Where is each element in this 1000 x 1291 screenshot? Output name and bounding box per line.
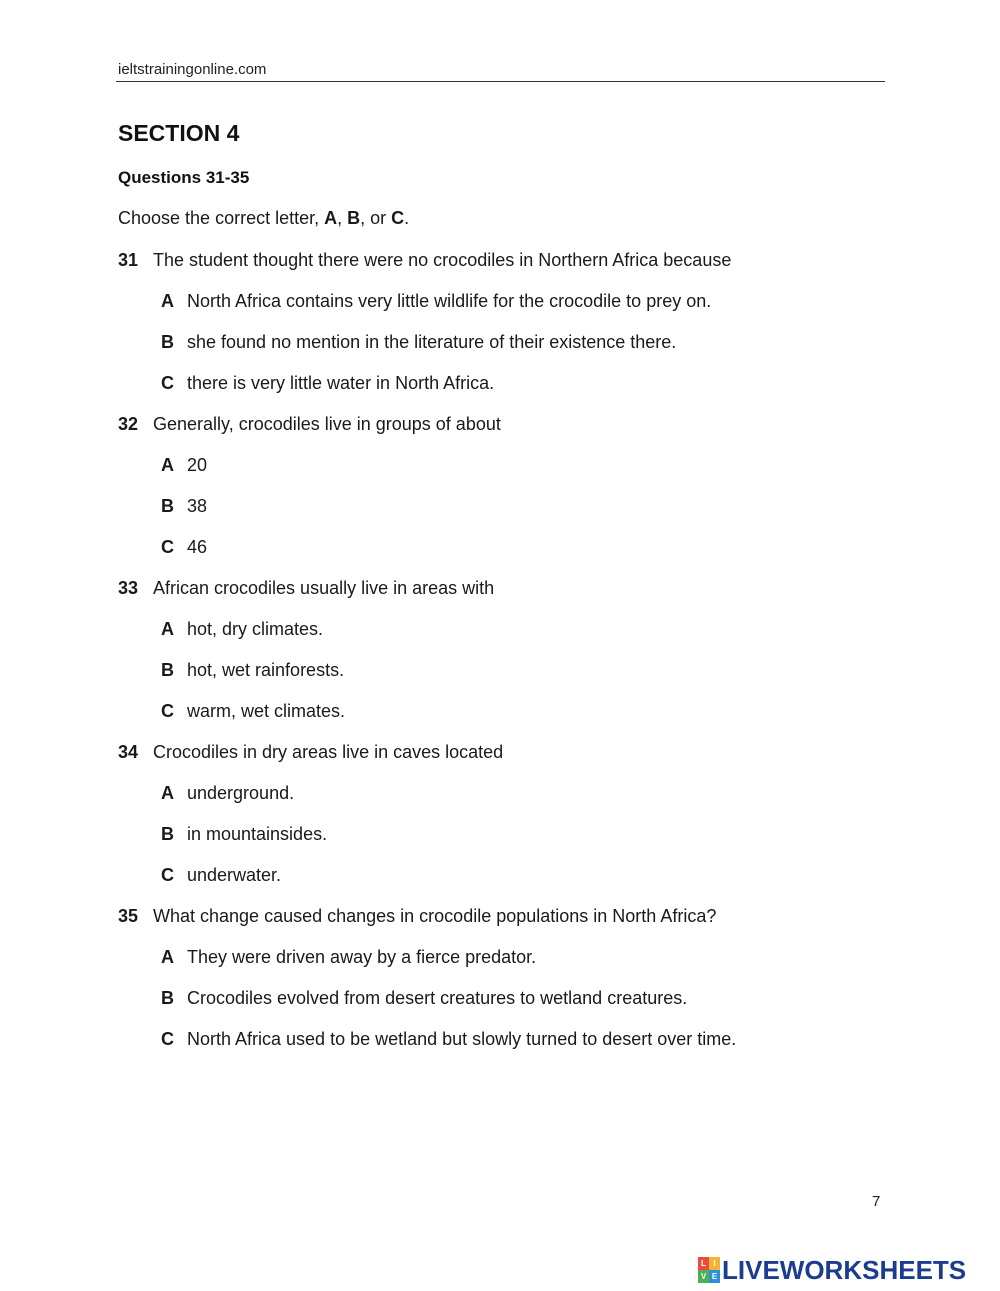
option-text: 20 [187,455,208,475]
question-list [118,249,888,1069]
liveworksheets-logo-text: LIVEWORKSHEETS [722,1254,967,1285]
option-letter: A [161,455,174,475]
option-34-b[interactable] [118,823,888,864]
question-number: 31 [118,250,139,270]
option-text: she found no mention in the literature of their existence there. [187,332,677,352]
option-letter: A [161,947,174,967]
logo-tile-v: V [698,1270,709,1283]
question-text: African crocodiles usually live in areas with [153,578,495,598]
option-text: North Africa contains very little wildlife for the crocodile to prey on. [187,291,712,311]
option-text: North Africa used to be wetland but slowly turned to desert over time. [187,1029,737,1049]
question-number: 32 [118,414,139,434]
page-number: 7 [872,1193,881,1210]
option-letter: A [161,619,174,639]
option-letter: B [161,824,174,844]
option-letter: C [161,537,174,557]
logo-tile-l: L [698,1257,709,1270]
question-text: The student thought there were no crocodiles in Northern Africa because [153,250,732,270]
option-33-b[interactable] [118,659,888,700]
question-text: Crocodiles in dry areas live in caves located [153,742,504,762]
instruction-letter-c: C [391,208,405,228]
instruction-sep1: , [337,208,348,228]
question-number: 34 [118,742,139,762]
option-letter: B [161,660,174,680]
option-text: hot, dry climates. [187,619,324,639]
option-34-a[interactable] [118,782,888,823]
question-stem [118,741,888,782]
question-34 [118,741,888,905]
option-letter: A [161,783,174,803]
question-text: What change caused changes in crocodile populations in North Africa? [153,906,717,926]
option-text: They were driven away by a fierce predator. [187,947,537,967]
logo-tile-i: I [709,1257,720,1270]
option-letter: C [161,701,174,721]
option-33-a[interactable] [118,618,888,659]
header-divider [116,81,885,82]
option-text: 38 [187,496,208,516]
option-letter: C [161,865,174,885]
question-number: 35 [118,906,139,926]
question-stem [118,249,888,290]
site-url: ieltstrainingonline.com [118,61,267,78]
questions-heading: Questions 31-35 [118,168,250,187]
option-34-c[interactable] [118,864,888,905]
option-letter: A [161,291,174,311]
instruction-prefix: Choose the correct letter, [118,208,325,228]
option-35-a[interactable] [118,946,888,987]
option-33-c[interactable] [118,700,888,741]
question-stem [118,577,888,618]
option-text: underground. [187,783,295,803]
option-31-a[interactable] [118,290,888,331]
instruction-suffix: . [404,208,410,228]
option-32-c[interactable] [118,536,888,577]
option-text: there is very little water in North Africa. [187,373,495,393]
option-31-c[interactable] [118,372,888,413]
question-31 [118,249,888,413]
question-32 [118,413,888,577]
question-stem [118,905,888,946]
liveworksheets-logo[interactable] [698,1255,966,1285]
option-letter: B [161,988,174,1008]
option-31-b[interactable] [118,331,888,372]
question-33 [118,577,888,741]
option-text: underwater. [187,865,282,885]
option-letter: B [161,496,174,516]
question-text: Generally, crocodiles live in groups of about [153,414,501,434]
section-title: SECTION 4 [118,120,240,146]
instruction-letter-b: B [347,208,361,228]
option-text: hot, wet rainforests. [187,660,345,680]
liveworksheets-logo-icon [698,1257,720,1283]
option-letter: B [161,332,174,352]
option-35-c[interactable] [118,1028,888,1069]
option-text: in mountainsides. [187,824,328,844]
option-letter: C [161,1029,174,1049]
instruction [118,208,409,229]
option-text: Crocodiles evolved from desert creatures to wetland creatures. [187,988,688,1008]
logo-tile-e: E [709,1270,720,1283]
question-number: 33 [118,578,139,598]
option-35-b[interactable] [118,987,888,1028]
instruction-sep2: , or [360,208,392,228]
instruction-letter-a: A [324,208,338,228]
option-32-a[interactable] [118,454,888,495]
option-32-b[interactable] [118,495,888,536]
question-35 [118,905,888,1069]
option-letter: C [161,373,174,393]
option-text: warm, wet climates. [187,701,346,721]
option-text: 46 [187,537,208,557]
question-stem [118,413,888,454]
